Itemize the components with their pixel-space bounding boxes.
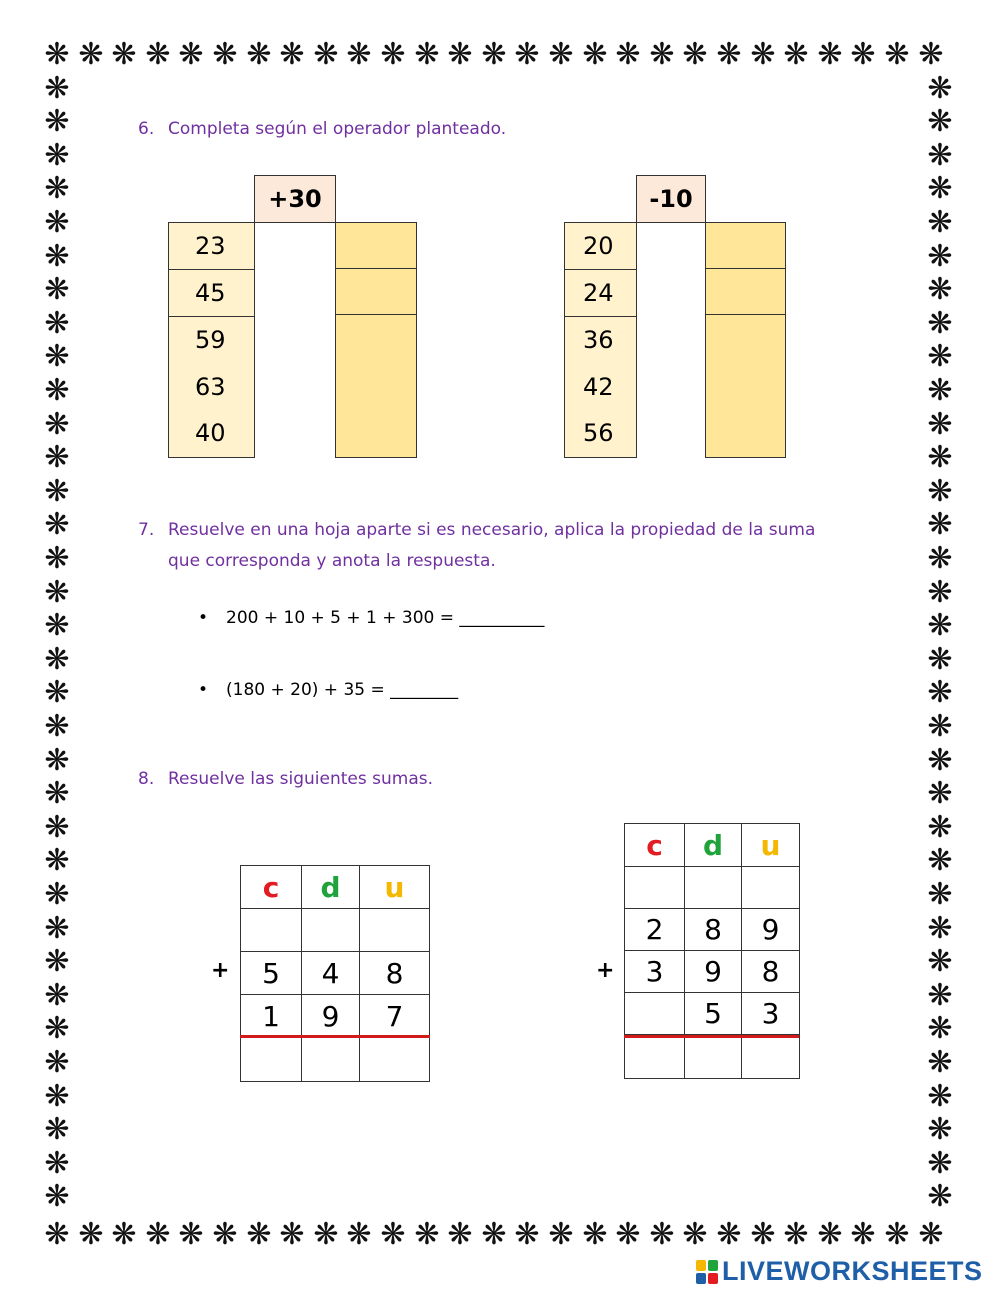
brand-icon-square xyxy=(708,1273,718,1284)
border-star: ❋ xyxy=(44,642,70,677)
border-star: ❋ xyxy=(44,1011,70,1046)
input-value: 56 xyxy=(583,419,614,447)
border-star: ❋ xyxy=(44,1112,70,1147)
border-star: ❋ xyxy=(279,1217,305,1252)
border-star: ❋ xyxy=(380,37,406,72)
border-star: ❋ xyxy=(178,1217,204,1252)
digit-cell: 7 xyxy=(360,995,430,1038)
border-star: ❋ xyxy=(44,575,70,610)
border-star: ❋ xyxy=(44,205,70,240)
question-text-line2: que corresponda y anota la respuesta. xyxy=(168,551,496,571)
border-star: ❋ xyxy=(111,1217,137,1252)
border-star: ❋ xyxy=(145,37,171,72)
border-star: ❋ xyxy=(927,373,953,408)
border-star: ❋ xyxy=(44,272,70,307)
border-star: ❋ xyxy=(927,642,953,677)
border-star: ❋ xyxy=(884,37,910,72)
border-star: ❋ xyxy=(918,1217,944,1252)
carry-cell[interactable] xyxy=(360,909,430,952)
border-star: ❋ xyxy=(313,1217,339,1252)
border-star: ❋ xyxy=(850,37,876,72)
border-star: ❋ xyxy=(927,171,953,206)
border-star: ❋ xyxy=(615,1217,641,1252)
border-star: ❋ xyxy=(481,1217,507,1252)
border-star: ❋ xyxy=(44,911,70,946)
border-star: ❋ xyxy=(44,407,70,442)
brand-icon xyxy=(696,1260,718,1284)
border-star: ❋ xyxy=(414,1217,440,1252)
border-star: ❋ xyxy=(927,138,953,173)
addition-table-left xyxy=(240,865,430,1082)
operator-label: +30 xyxy=(254,175,336,223)
border-star: ❋ xyxy=(918,37,944,72)
result-cell[interactable] xyxy=(360,1038,430,1082)
border-star: ❋ xyxy=(927,272,953,307)
header-c: c xyxy=(241,866,302,909)
border-star: ❋ xyxy=(927,877,953,912)
input-column xyxy=(564,222,637,458)
border-star: ❋ xyxy=(44,675,70,710)
border-star: ❋ xyxy=(927,575,953,610)
liveworksheets-logo xyxy=(696,1256,983,1287)
question-number: 8. xyxy=(138,769,155,789)
border-star: ❋ xyxy=(44,978,70,1013)
answer-box[interactable] xyxy=(335,314,417,458)
border-star: ❋ xyxy=(44,37,70,72)
bullet-expression: (180 + 20) + 35 = ________ xyxy=(226,680,459,700)
result-cell[interactable] xyxy=(685,1035,742,1079)
border-star: ❋ xyxy=(44,306,70,341)
border-star: ❋ xyxy=(927,776,953,811)
border-star: ❋ xyxy=(212,1217,238,1252)
digit-cell: 8 xyxy=(685,909,742,951)
border-star: ❋ xyxy=(447,37,473,72)
border-star: ❋ xyxy=(927,407,953,442)
border-star: ❋ xyxy=(927,1146,953,1181)
border-star: ❋ xyxy=(44,1217,70,1252)
border-star: ❋ xyxy=(44,776,70,811)
result-cell[interactable] xyxy=(241,1038,302,1082)
answer-box[interactable] xyxy=(705,222,786,269)
border-star: ❋ xyxy=(927,911,953,946)
digit-cell: 4 xyxy=(302,952,360,995)
border-star: ❋ xyxy=(44,138,70,173)
border-star: ❋ xyxy=(927,944,953,979)
border-star: ❋ xyxy=(44,743,70,778)
border-star: ❋ xyxy=(716,1217,742,1252)
border-star: ❋ xyxy=(927,1179,953,1214)
divider xyxy=(565,316,637,317)
border-star: ❋ xyxy=(927,1011,953,1046)
result-cell[interactable] xyxy=(742,1035,800,1079)
header-d: d xyxy=(302,866,360,909)
border-star: ❋ xyxy=(78,37,104,72)
border-star: ❋ xyxy=(44,877,70,912)
border-star: ❋ xyxy=(750,1217,776,1252)
input-value: 63 xyxy=(195,373,226,401)
divider xyxy=(169,316,255,317)
answer-box[interactable] xyxy=(705,314,786,458)
digit-cell: 2 xyxy=(625,909,685,951)
plus-sign: + xyxy=(211,958,230,983)
digit-cell: 3 xyxy=(625,951,685,993)
digit-cell: 3 xyxy=(742,993,800,1035)
border-star: ❋ xyxy=(927,810,953,845)
border-star: ❋ xyxy=(750,37,776,72)
border-star: ❋ xyxy=(649,37,675,72)
brand-icon-square xyxy=(708,1260,718,1271)
border-star: ❋ xyxy=(145,1217,171,1252)
border-star: ❋ xyxy=(850,1217,876,1252)
border-star: ❋ xyxy=(927,205,953,240)
border-star: ❋ xyxy=(78,1217,104,1252)
border-star: ❋ xyxy=(927,71,953,106)
border-star: ❋ xyxy=(548,1217,574,1252)
border-star: ❋ xyxy=(582,1217,608,1252)
border-star: ❋ xyxy=(111,37,137,72)
border-star: ❋ xyxy=(44,1179,70,1214)
border-star: ❋ xyxy=(44,507,70,542)
border-star: ❋ xyxy=(514,37,540,72)
question-text: Resuelve las siguientes sumas. xyxy=(168,769,434,789)
digit-cell: 5 xyxy=(685,993,742,1035)
sum-underline xyxy=(240,1035,430,1038)
border-star: ❋ xyxy=(44,440,70,475)
border-star: ❋ xyxy=(927,306,953,341)
border-star: ❋ xyxy=(927,1045,953,1080)
bullet-dot: • xyxy=(198,680,209,700)
border-star: ❋ xyxy=(817,37,843,72)
operator-label: -10 xyxy=(636,175,706,223)
border-star: ❋ xyxy=(313,37,339,72)
brand-icon-square xyxy=(696,1273,706,1284)
carry-cell[interactable] xyxy=(742,867,800,909)
border-star: ❋ xyxy=(582,37,608,72)
border-star: ❋ xyxy=(44,104,70,139)
border-star: ❋ xyxy=(927,239,953,274)
carry-cell[interactable] xyxy=(302,909,360,952)
border-star: ❋ xyxy=(927,709,953,744)
border-star: ❋ xyxy=(44,339,70,374)
question-text-line1: Resuelve en una hoja aparte si es necesario, aplica la propiedad de la suma xyxy=(168,520,816,540)
question-number: 7. xyxy=(138,520,155,540)
carry-cell[interactable] xyxy=(685,867,742,909)
border-star: ❋ xyxy=(927,541,953,576)
border-star: ❋ xyxy=(44,843,70,878)
header-c: c xyxy=(625,824,685,867)
border-star: ❋ xyxy=(44,1146,70,1181)
border-star: ❋ xyxy=(44,71,70,106)
input-value: 59 xyxy=(195,326,226,354)
border-star: ❋ xyxy=(246,1217,272,1252)
border-star: ❋ xyxy=(783,1217,809,1252)
plus-sign: + xyxy=(596,958,615,983)
brand-name: LIVEWORKSHEETS xyxy=(722,1256,983,1286)
border-star: ❋ xyxy=(927,507,953,542)
border-star: ❋ xyxy=(927,978,953,1013)
digit-cell: 8 xyxy=(360,952,430,995)
border-star: ❋ xyxy=(927,339,953,374)
digit-cell: 9 xyxy=(302,995,360,1038)
border-star: ❋ xyxy=(481,37,507,72)
input-value: 36 xyxy=(583,326,614,354)
digit-cell: 8 xyxy=(742,951,800,993)
border-star: ❋ xyxy=(44,944,70,979)
border-star: ❋ xyxy=(246,37,272,72)
border-star: ❋ xyxy=(44,608,70,643)
border-star: ❋ xyxy=(447,1217,473,1252)
answer-box[interactable] xyxy=(705,268,786,315)
border-star: ❋ xyxy=(927,104,953,139)
digit-cell: 1 xyxy=(241,995,302,1038)
border-star: ❋ xyxy=(927,1112,953,1147)
border-star: ❋ xyxy=(346,37,372,72)
digit-cell: 5 xyxy=(241,952,302,995)
border-star: ❋ xyxy=(615,37,641,72)
header-u: u xyxy=(742,824,800,867)
bullet-dot: • xyxy=(198,608,209,628)
input-value: 23 xyxy=(195,232,226,260)
sum-underline xyxy=(624,1035,799,1038)
border-star: ❋ xyxy=(783,37,809,72)
answer-box[interactable] xyxy=(335,268,417,315)
border-star: ❋ xyxy=(178,37,204,72)
header-u: u xyxy=(360,866,430,909)
input-value: 40 xyxy=(195,419,226,447)
border-star: ❋ xyxy=(212,37,238,72)
carry-cell[interactable] xyxy=(241,909,302,952)
input-value: 45 xyxy=(195,279,226,307)
border-star: ❋ xyxy=(682,37,708,72)
border-star: ❋ xyxy=(514,1217,540,1252)
border-star: ❋ xyxy=(548,37,574,72)
input-value: 20 xyxy=(583,232,614,260)
border-star: ❋ xyxy=(380,1217,406,1252)
border-star: ❋ xyxy=(279,37,305,72)
border-star: ❋ xyxy=(927,743,953,778)
border-star: ❋ xyxy=(44,171,70,206)
border-star: ❋ xyxy=(414,37,440,72)
header-d: d xyxy=(685,824,742,867)
border-star: ❋ xyxy=(817,1217,843,1252)
divider xyxy=(565,269,637,270)
border-star: ❋ xyxy=(884,1217,910,1252)
border-star: ❋ xyxy=(649,1217,675,1252)
input-column xyxy=(168,222,255,458)
border-star: ❋ xyxy=(927,675,953,710)
question-number: 6. xyxy=(138,119,155,139)
question-text: Completa según el operador planteado. xyxy=(168,119,507,139)
border-star: ❋ xyxy=(927,608,953,643)
brand-icon-square xyxy=(696,1260,706,1271)
answer-box[interactable] xyxy=(335,222,417,269)
border-star: ❋ xyxy=(346,1217,372,1252)
border-star: ❋ xyxy=(44,709,70,744)
border-star: ❋ xyxy=(682,1217,708,1252)
digit-cell xyxy=(625,993,685,1035)
border-star: ❋ xyxy=(44,239,70,274)
border-star: ❋ xyxy=(44,373,70,408)
border-star: ❋ xyxy=(716,37,742,72)
border-star: ❋ xyxy=(927,843,953,878)
digit-cell: 9 xyxy=(685,951,742,993)
bullet-expression: 200 + 10 + 5 + 1 + 300 = __________ xyxy=(226,608,545,628)
carry-cell[interactable] xyxy=(625,867,685,909)
border-star: ❋ xyxy=(44,1079,70,1114)
input-value: 42 xyxy=(583,373,614,401)
result-cell[interactable] xyxy=(302,1038,360,1082)
border-star: ❋ xyxy=(44,810,70,845)
border-star: ❋ xyxy=(927,474,953,509)
addition-table-right xyxy=(624,823,800,1079)
border-star: ❋ xyxy=(927,440,953,475)
border-star: ❋ xyxy=(44,1045,70,1080)
border-star: ❋ xyxy=(44,541,70,576)
digit-cell: 9 xyxy=(742,909,800,951)
border-star: ❋ xyxy=(44,474,70,509)
divider xyxy=(169,269,255,270)
border-star: ❋ xyxy=(927,1079,953,1114)
input-value: 24 xyxy=(583,279,614,307)
result-cell[interactable] xyxy=(625,1035,685,1079)
